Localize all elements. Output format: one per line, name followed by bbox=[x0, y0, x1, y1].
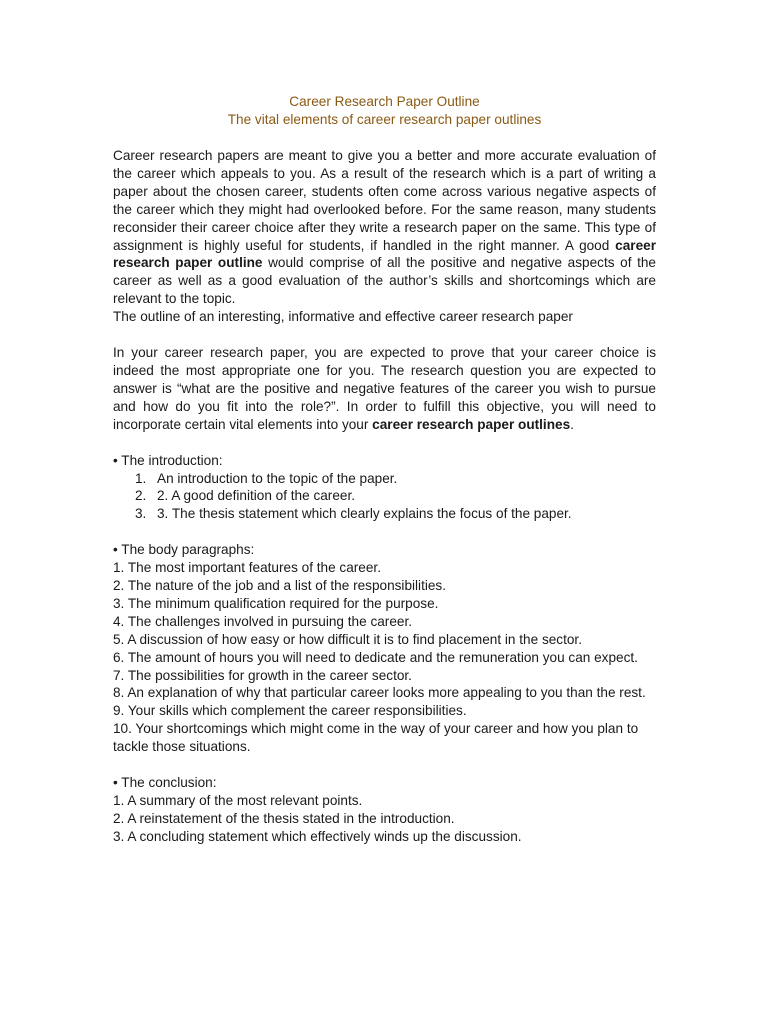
list-item: 6. The amount of hours you will need to dedicate and the remuneration you can expect. bbox=[113, 649, 638, 665]
list-item-text: 3. The thesis statement which clearly explains the focus of the paper. bbox=[157, 506, 572, 522]
list-item: 1. A summary of the most relevant points. bbox=[113, 793, 363, 808]
list-item-text: An introduction to the topic of the paper. bbox=[157, 470, 398, 486]
list-item-text: 2. A good definition of the career. bbox=[157, 488, 356, 504]
conclusion-heading: • The conclusion: bbox=[113, 775, 217, 791]
body-section bbox=[113, 541, 656, 756]
list-item bbox=[113, 505, 656, 523]
list-item bbox=[113, 487, 656, 505]
list-item: 3. The minimum qualification required for the purpose. bbox=[113, 595, 439, 611]
introduction-section bbox=[113, 452, 656, 524]
list-item: 9. Your skills which complement the career responsibilities. bbox=[113, 703, 467, 719]
introduction-heading: • The introduction: bbox=[113, 452, 223, 468]
list-item: 10. Your shortcomings which might come in the way of your career and how you plan to tackle those situations. bbox=[113, 721, 639, 755]
body-heading: • The body paragraphs: bbox=[113, 542, 255, 558]
spacer bbox=[113, 434, 656, 452]
outline-heading: The outline of an interesting, informative and effective career research paper bbox=[113, 309, 573, 325]
expectations-paragraph-keyword: career research paper outlines bbox=[372, 416, 571, 432]
expectations-paragraph-text-end: . bbox=[570, 416, 574, 432]
list-item: 1. The most important features of the career. bbox=[113, 560, 381, 576]
list-item-number: 1. bbox=[135, 470, 147, 486]
list-item-number: 2. bbox=[135, 488, 147, 504]
intro-paragraph-keyword: career research paper outline bbox=[113, 237, 656, 271]
list-item: 3. A concluding statement which effectively winds up the discussion. bbox=[113, 828, 522, 844]
introduction-list bbox=[113, 470, 656, 524]
spacer bbox=[113, 756, 656, 774]
list-item: 2. The nature of the job and a list of the responsibilities. bbox=[113, 578, 447, 594]
document-subtitle: The vital elements of career research paper outlines bbox=[227, 112, 542, 127]
spacer bbox=[113, 523, 656, 541]
list-item: 7. The possibilities for growth in the career sector. bbox=[113, 667, 412, 683]
list-item: 5. A discussion of how easy or how difficult it is to find placement in the sector. bbox=[113, 631, 582, 647]
document-title: Career Research Paper Outline bbox=[289, 94, 480, 109]
list-item bbox=[113, 470, 656, 488]
spacer bbox=[113, 326, 656, 344]
intro-paragraph-text-end: would comprise of all the positive and negative aspects of the career as well as a good evaluation of the author’s skills and shortcomings which are relevant to the topic. bbox=[113, 255, 656, 307]
list-item-number: 3. bbox=[135, 506, 147, 522]
expectations-paragraph-text: In your career research paper, you are expected to prove that your career choice is indeed the most appropriate one for you. The research question you are expected to answer is “what are the positive and negative features of the career you wish to pursue and how do you fit into the role?”. In order to fulfill this objective, you will need to incorporate certain vital elements into your bbox=[113, 345, 656, 432]
conclusion-section bbox=[113, 774, 656, 846]
list-item: 2. A reinstatement of the thesis stated in the introduction. bbox=[113, 810, 455, 826]
document-page bbox=[113, 93, 656, 846]
expectations-paragraph bbox=[113, 344, 656, 434]
list-item: 8. An explanation of why that particular career looks more appealing to you than the rest. bbox=[113, 685, 646, 701]
intro-paragraph-text: Career research papers are meant to give you a better and more accurate evaluation of the career which appeals to you. As a result of the research which is a part of writing a paper about the chosen career, students often come across various negative aspects of the career which they might had overlooked before. For the same reason, many students reconsider their career choice after they write a research paper on the same. This type of assignment is highly useful for students, if handled in the right manner. A good bbox=[113, 148, 656, 253]
title-block bbox=[113, 93, 656, 129]
intro-paragraph bbox=[113, 147, 656, 308]
list-item: 4. The challenges involved in pursuing the career. bbox=[113, 613, 413, 629]
